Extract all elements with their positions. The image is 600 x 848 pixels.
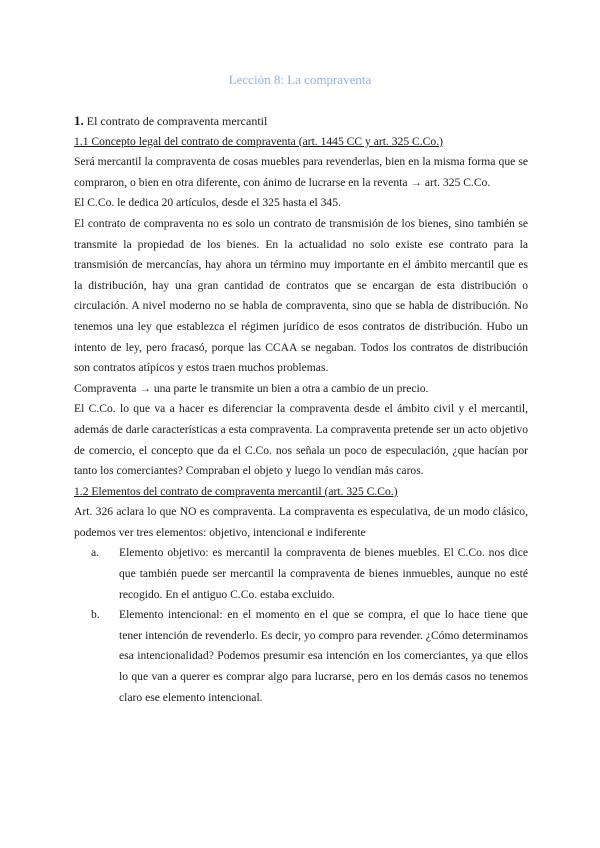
section-1-heading	[74, 111, 528, 132]
list-item-text: Elemento intencional: en el momento en el que se compra, el que lo hace tiene que tener intención de revenderlo. Es decir, yo compro para revender. ¿Cómo determinamos esa intencionalidad? Podemos presumir esa intención en los comerciantes, ya que ellos lo que van a querer es comprar algo para lucrarse, pero en los demás casos no tenemos claro ese elemento intencional.	[119, 608, 528, 704]
paragraph: Art. 326 aclara lo que NO es compraventa. La compraventa es especulativa, de un modo clásico, podemos ver tres elementos: objetivo, intencional e indiferente	[74, 505, 528, 539]
section-1-heading-text: El contrato de compraventa mercantil	[83, 114, 268, 128]
list-item	[91, 605, 528, 708]
paragraph: El contrato de compraventa no es solo un contrato de transmisión de los bienes, sino también se transmite la propiedad de los bienes. En la actualidad no solo existe ese contrato para la transmisión de mercancías, hay ahora un término muy importante en el ámbito mercantil que es la distribución, hay una gran cantidad de contratos que se encargan de esta distribución o circulación. A nivel moderno no se habla de compraventa, sino que se habla de distribución. No tenemos una ley que establezca el régimen jurídico de esos contratos de distribución. Hubo un intento de ley, pero fracasó, porque las CCAA se negaban. Todos los contratos de distribución son contratos atípicos y estos traen muchos problemas.	[74, 216, 528, 375]
paragraph: Será mercantil la compraventa de cosas muebles para revenderlas, bien en la misma forma que se compraron, o bien en otra diferente, con ánimo de lucrarse en la reventa → art. 325 C.Co.	[74, 155, 528, 189]
list-marker: a.	[91, 546, 100, 560]
list-item-text: Elemento objetivo: es mercantil la compraventa de bienes muebles. El C.Co. nos dice que también puede ser mercantil la compraventa de bienes inmuebles, aunque no esté recogido. En el antiguo C.Co. estaba excluido.	[119, 546, 528, 601]
paragraph: Compraventa → una parte le transmite un bien a otra a cambio de un precio.	[74, 381, 429, 395]
list-item	[91, 543, 528, 605]
subsection-1-1-heading: 1.1 Concepto legal del contrato de compraventa (art. 1445 CC y art. 325 C.Co.)	[74, 134, 443, 148]
lesson-title: Lección 8: La compraventa	[228, 72, 372, 87]
subsection-1-2-heading: 1.2 Elementos del contrato de compraventa mercantil (art. 325 C.Co.)	[74, 484, 398, 498]
list-marker: b.	[91, 608, 100, 622]
paragraph: El C.Co. le dedica 20 artículos, desde el 325 hasta el 345.	[74, 196, 341, 210]
elements-list	[74, 543, 528, 708]
paragraph: El C.Co. lo que va a hacer es diferenciar la compraventa desde el ámbito civil y el mercantil, además de darle características a esta compraventa. La compraventa pretende ser un acto objetivo de comercio, el concepto que da el C.Co. nos señala un poco de especulación, ¿que hacían por tanto los comerciantes? Compraban el objeto y luego lo vendían más caros.	[74, 402, 528, 478]
document-body	[74, 111, 528, 708]
section-1-number: 1.	[74, 113, 84, 128]
